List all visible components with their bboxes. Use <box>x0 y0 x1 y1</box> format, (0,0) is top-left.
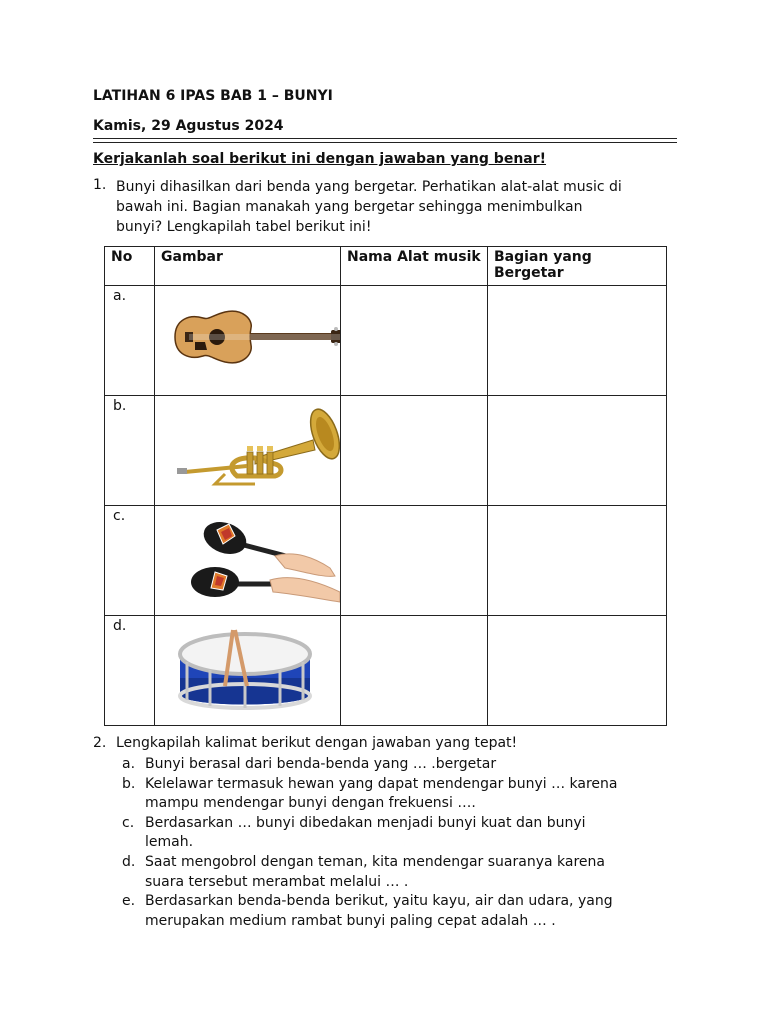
item-line: Berdasarkan … bunyi dibedakan menjadi bunyi kuat dan bunyi <box>145 814 586 831</box>
header-divider-top <box>93 138 677 139</box>
answer-cell-nama[interactable] <box>341 286 488 396</box>
item-line: Bunyi berasal dari benda-benda yang … .bergetar <box>145 756 497 772</box>
row-number: c. <box>105 506 155 616</box>
item-letter: c. <box>122 814 135 831</box>
list-item <box>122 755 682 775</box>
item-line: Saat mengobrol dengan teman, kita mendengar suaranya karena <box>145 853 605 870</box>
table-row <box>105 616 667 726</box>
item-line: Kelelawar termasuk hewan yang dapat mendengar bunyi … karena <box>145 775 618 792</box>
question-2-number: 2. <box>93 735 107 751</box>
header-nama-alat: Nama Alat musik <box>341 247 488 286</box>
row-number: a. <box>105 286 155 396</box>
answer-cell-nama[interactable] <box>341 506 488 616</box>
answer-cell-bagian[interactable] <box>488 396 667 506</box>
row-image <box>155 286 341 396</box>
table-row <box>105 506 667 616</box>
item-line: mampu mendengar bunyi dengan frekuensi …. <box>145 795 476 812</box>
answer-cell-nama[interactable] <box>341 396 488 506</box>
list-item <box>122 853 682 892</box>
table-header-row <box>105 247 667 286</box>
table-row <box>105 286 667 396</box>
list-item <box>122 892 682 931</box>
list-item <box>122 775 682 814</box>
answer-cell-bagian[interactable] <box>488 286 667 396</box>
instrument-table <box>104 246 667 726</box>
guitar-icon <box>155 286 340 393</box>
item-line: Berdasarkan benda-benda berikut, yaitu kayu, air dan udara, yang <box>145 893 613 910</box>
row-image <box>155 506 341 616</box>
row-number: b. <box>105 396 155 506</box>
item-letter: e. <box>122 893 136 910</box>
question-2-items <box>122 755 682 931</box>
instruction-text: Kerjakanlah soal berikut ini dengan jawaban yang benar! <box>93 151 547 167</box>
item-line: merupakan medium rambat bunyi paling cepat adalah … . <box>145 912 556 929</box>
item-letter: d. <box>122 853 136 870</box>
row-number: d. <box>105 616 155 726</box>
answer-cell-bagian[interactable] <box>488 616 667 726</box>
worksheet-title: LATIHAN 6 IPAS BAB 1 – BUNYI <box>93 88 333 104</box>
item-line: suara tersebut merambat melalui … . <box>145 873 409 890</box>
question-1-line: bunyi? Lengkapilah tabel berikut ini! <box>116 219 372 235</box>
item-line: lemah. <box>145 834 194 851</box>
maracas-icon <box>155 506 340 613</box>
item-letter: b. <box>122 775 136 792</box>
drum-icon <box>155 616 340 723</box>
header-divider-bottom <box>93 142 677 143</box>
answer-cell-nama[interactable] <box>341 616 488 726</box>
worksheet-date: Kamis, 29 Agustus 2024 <box>93 118 284 134</box>
question-1-text <box>116 177 676 237</box>
row-image <box>155 396 341 506</box>
header-gambar: Gambar <box>155 247 341 286</box>
question-1-line: bawah ini. Bagian manakah yang bergetar sehingga menimbulkan <box>116 199 583 215</box>
answer-cell-bagian[interactable] <box>488 506 667 616</box>
header-no: No <box>105 247 155 286</box>
item-letter: a. <box>122 756 136 772</box>
question-2-text: Lengkapilah kalimat berikut dengan jawaban yang tepat! <box>116 735 518 751</box>
question-1-number: 1. <box>93 177 107 193</box>
trumpet-icon <box>155 396 340 503</box>
question-1-line: Bunyi dihasilkan dari benda yang bergetar. Perhatikan alat-alat music di <box>116 179 622 195</box>
row-image <box>155 616 341 726</box>
list-item <box>122 814 682 853</box>
header-bagian-bergetar: Bagian yang Bergetar <box>488 247 667 286</box>
table-row <box>105 396 667 506</box>
